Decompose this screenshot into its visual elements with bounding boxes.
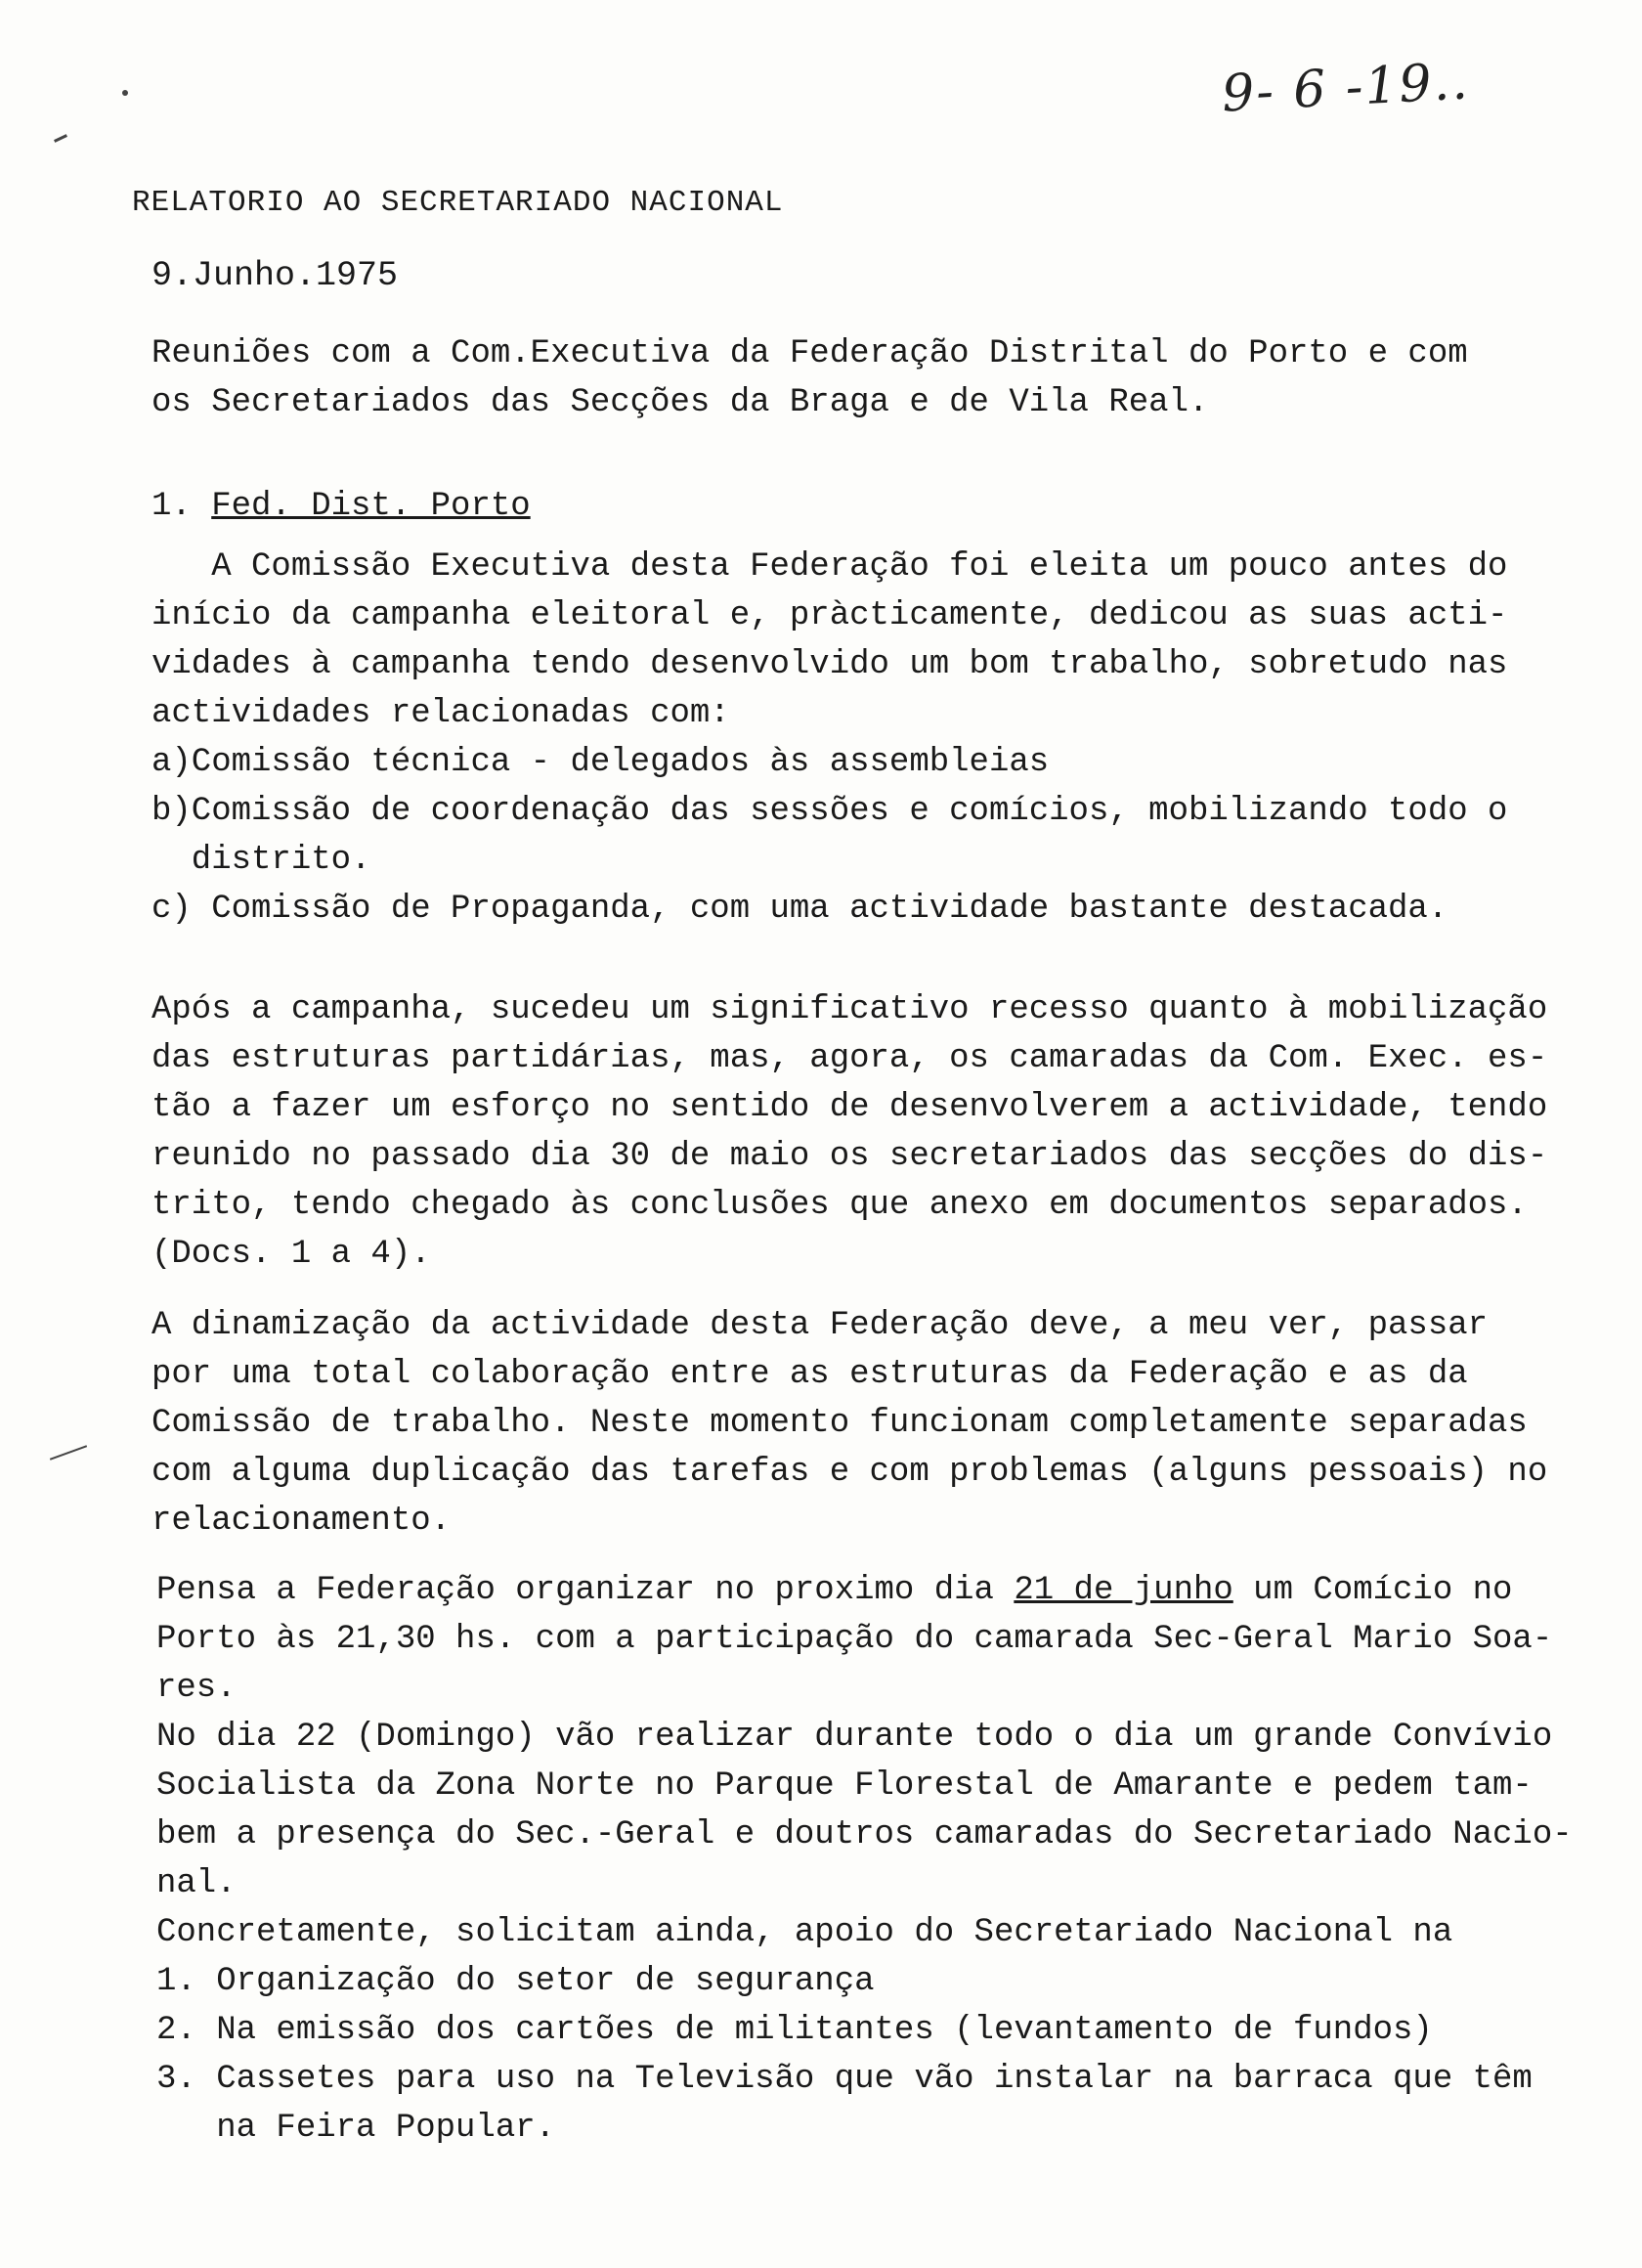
text-line: (Docs. 1 a 4). — [151, 1236, 431, 1273]
list-item: b)Comissão de coordenação das sessões e comícios, mobilizando todo o — [151, 793, 1508, 830]
text-line: das estruturas partidárias, mas, agora, os camaradas da Com. Exec. es- — [151, 1040, 1548, 1077]
text-line: nal. — [156, 1865, 237, 1902]
text-line: relacionamento. — [151, 1503, 452, 1540]
scan-mark — [122, 90, 128, 96]
paragraph-after-campaign — [151, 985, 1547, 1279]
text-line: actividades relacionadas com: — [151, 695, 730, 732]
list-item: a)Comissão técnica - delegados às assembleias — [151, 744, 1050, 781]
text-line: por uma total colaboração entre as estruturas da Federação e as da — [151, 1356, 1468, 1393]
text-line: Porto às 21,30 hs. com a participação do camarada Sec-Geral Mario Soa- — [156, 1621, 1553, 1658]
text-line: Concretamente, solicitam ainda, apoio do Secretariado Nacional na — [156, 1914, 1453, 1951]
text-line: trito, tendo chegado às conclusões que anexo em documentos separados. — [151, 1187, 1528, 1224]
subject-block — [151, 329, 1468, 427]
subject-line: os Secretariados das Secções da Braga e de Vila Real. — [151, 384, 1209, 421]
section-heading — [151, 482, 531, 531]
list-item: 2. Na emissão dos cartões de militantes (levantamento de fundos) — [156, 2012, 1433, 2049]
handwritten-date: 9- 6 -19.. — [1220, 52, 1471, 124]
text-fragment: Pensa a Federação organizar no proximo dia — [156, 1572, 1015, 1609]
text-line: A Comissão Executiva desta Federação foi eleita um pouco antes do — [151, 548, 1508, 586]
section-number: 1. — [151, 488, 212, 525]
text-line: com alguma duplicação das tarefas e com problemas (alguns pessoais) no — [151, 1454, 1548, 1491]
text-line: Após a campanha, sucedeu um significativo recesso quanto à mobilização — [151, 991, 1548, 1028]
event-date: 21 de junho — [1014, 1572, 1233, 1609]
text-line: reunido no passado dia 30 de maio os secretariados das secções do dis- — [151, 1138, 1548, 1175]
list-item: 3. Cassetes para uso na Televisão que vão instalar na barraca que têm — [156, 2061, 1533, 2098]
list-item-continuation: distrito. — [151, 842, 371, 879]
paragraph-dynamization — [151, 1301, 1547, 1546]
section-title: Fed. Dist. Porto — [211, 488, 531, 525]
report-date: 9.Junho.1975 — [151, 256, 399, 295]
text-line: vidades à campanha tendo desenvolvido um bom trabalho, sobretudo nas — [151, 646, 1508, 683]
scan-mark — [54, 134, 67, 143]
text-line: res. — [156, 1670, 237, 1707]
list-item: 1. Organização do setor de segurança — [156, 1963, 875, 2000]
scan-mark — [50, 1445, 87, 1461]
paragraph-campaign — [151, 543, 1507, 934]
paragraph-events — [156, 1566, 1573, 2153]
report-title: RELATORIO AO SECRETARIADO NACIONAL — [132, 186, 784, 220]
text-fragment: um Comício no — [1232, 1572, 1513, 1609]
list-item: c) Comissão de Propaganda, com uma actividade bastante destacada. — [151, 891, 1448, 928]
text-line: No dia 22 (Domingo) vão realizar durante todo o dia um grande Convívio — [156, 1719, 1553, 1756]
list-item-continuation: na Feira Popular. — [156, 2110, 556, 2147]
subject-line: Reuniões com a Com.Executiva da Federação Distrital do Porto e com — [151, 335, 1468, 372]
text-line: bem a presença do Sec.-Geral e doutros camaradas do Secretariado Nacio- — [156, 1816, 1573, 1854]
text-line: A dinamização da actividade desta Federação deve, a meu ver, passar — [151, 1307, 1489, 1344]
text-line: Comissão de trabalho. Neste momento funcionam completamente separadas — [151, 1405, 1528, 1442]
text-line: Socialista da Zona Norte no Parque Florestal de Amarante e pedem tam- — [156, 1767, 1533, 1805]
text-line — [156, 1566, 1573, 1615]
text-line: tão a fazer um esforço no sentido de desenvolverem a actividade, tendo — [151, 1089, 1548, 1126]
text-line: início da campanha eleitoral e, pràcticamente, dedicou as suas acti- — [151, 597, 1508, 634]
